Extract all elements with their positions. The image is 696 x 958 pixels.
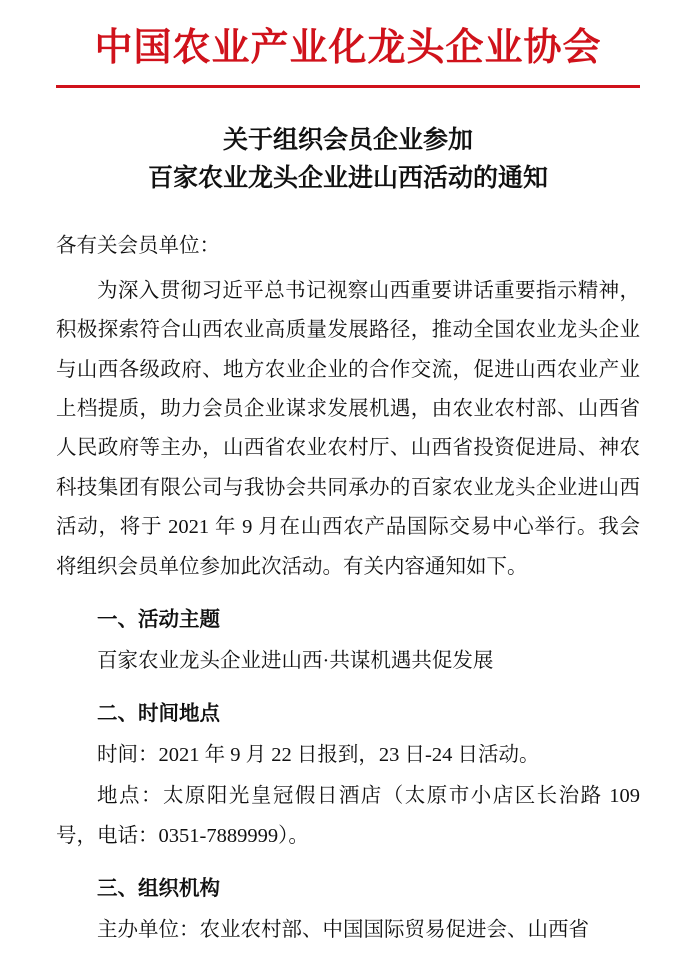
salutation: 各有关会员单位： (56, 235, 220, 258)
section-text-3-line-1: 主办单位：农业农村部、中国国际贸易促进会、山西省 (97, 919, 589, 942)
page-title-line-1: 关于组织会员企业参加 (222, 126, 473, 154)
letterhead (56, 0, 640, 88)
body-paragraph: 为深入贯彻习近平总书记视察山西重要讲话重要指示精神，积极探索符合山西农业高质量发展路径，推动全国农业龙头企业与山西各级政府、地方农业企业的合作交流，促进山西农业产业上档提质，助力会员企业谋求发展机遇，由农业农村部、山西省人民政府等主办，山西省农业农村厅、山西省投资促进局、神农科技集团有限公司与我协会共同承办的百家农业龙头企业进山西活动，将于 2021 年 9 月在山西农产品国际交易中心举行。我会将组织会员单位参加此次活动。有关内容通知如下。 (56, 279, 640, 578)
section-text-2-line-2: 地点：太原阳光皇冠假日酒店（太原市小店区长治路 109 号，电话：0351-7889999）。 (56, 785, 640, 847)
section-text-2-line-1: 时间：2021 年 9 月 22 日报到，23 日-24 日活动。 (97, 744, 540, 767)
page-title-line-2: 百家农业龙头企业进山西活动的通知 (147, 165, 548, 193)
section-heading-2: 二、时间地点 (97, 703, 220, 726)
section-text-1-line-1: 百家农业龙头企业进山西·共谋机遇共促发展 (97, 649, 494, 672)
section-heading-3: 三、组织机构 (97, 878, 220, 901)
organization-name: 中国农业产业化龙头企业协会 (94, 24, 602, 69)
letterhead-divider (56, 85, 640, 88)
section-heading-1: 一、活动主题 (97, 608, 220, 631)
page-title (56, 122, 640, 200)
